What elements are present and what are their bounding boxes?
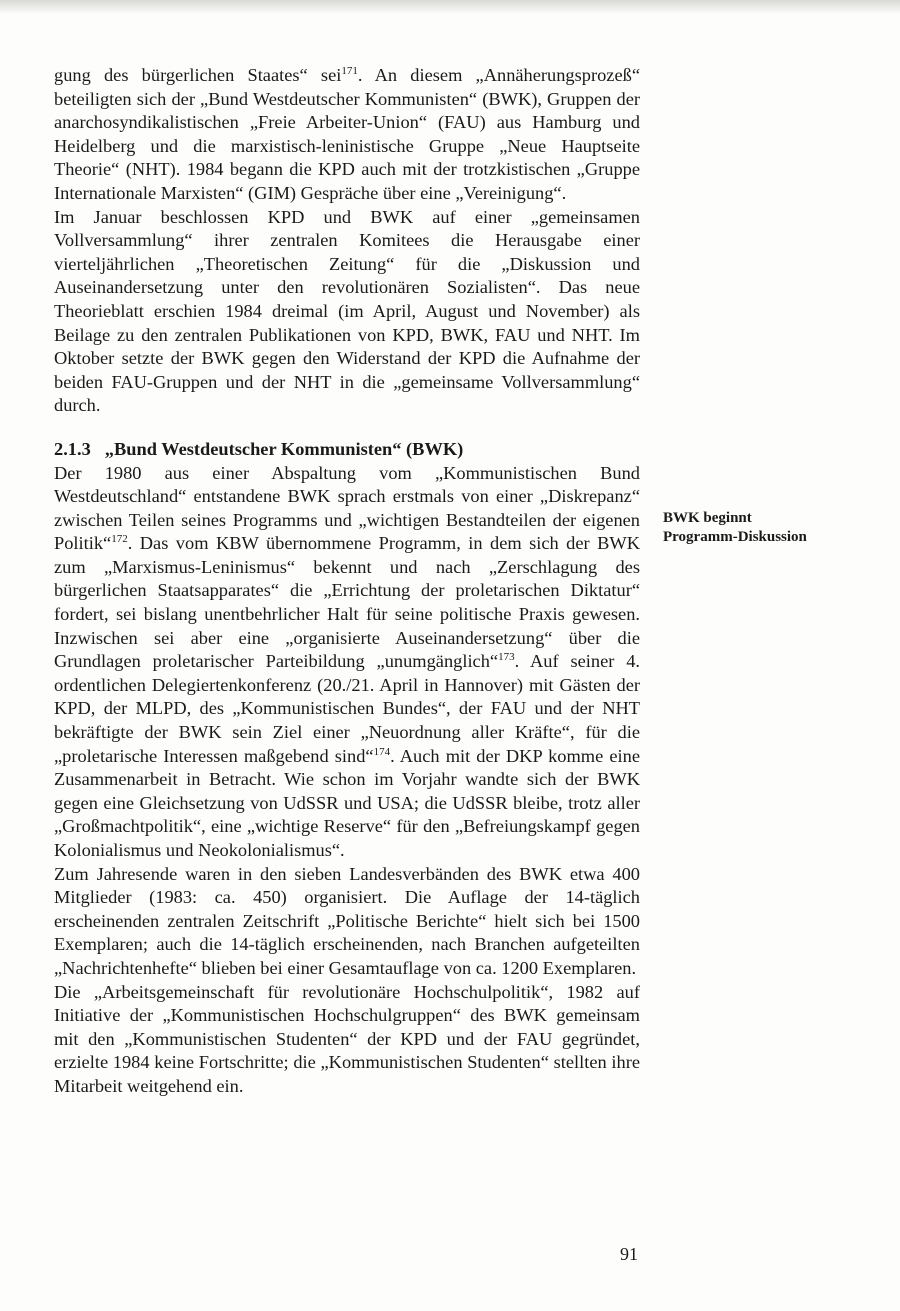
paragraph-2: Im Januar beschlossen KPD und BWK auf einer „gemeinsamen Vollversammlung“ ihrer zentralen Komitees die Herausgabe einer vierteljährlichen „Theoretischen Zeitung“ für die „Diskussion und Auseinandersetzung unter den revolutionären Sozialisten“. Das neue Theorieblatt erschien 1984 dreimal (im April, August und November) als Beilage zu den zentralen Publikationen von KPD, BWK, FAU und NHT. Im Oktober setzte der BWK gegen den Widerstand der KPD die Aufnahme der beiden FAU-Gruppen und der NHT in die „gemeinsame Vollversammlung“ durch. [54,206,640,416]
section-title: „Bund Westdeutscher Kommunisten“ (BWK) [104,438,464,459]
section-paragraph-3: Die „Arbeitsgemeinschaft für revolutionäre Hochschulpolitik“, 1982 auf Initiative der „Kommunistischen Hochschulgruppen“ des BWK gemeinsam mit den „Kommunistischen Studenten“ der KPD und der FAU gegründet, erzielte 1984 keine Fortschritte; die „Kommunistischen Studenten“ stellten ihre Mitarbeit weitgehend ein. [54,981,640,1096]
margin-note: BWK beginnt Programm-Diskussion [663,510,807,545]
section-heading [54,438,640,462]
section-paragraph-1-part-3: . Auf seiner 4. ordentlichen Delegiertenkonferenz (20./21. April in Hannover) mit Gästen der KPD, der MLPD, des „Kommunistischen Bundes“, der FAU und der NHT bekräftigte der BWK sein Ziel einer „Neuordnung aller Kräfte“, für die „proletarische Interessen maßgebend sind“ [54,651,640,766]
main-text-column [54,64,640,1099]
section-paragraph-1 [54,462,640,863]
page-number: 91 [620,1244,638,1264]
paragraph-1 [54,64,640,206]
scan-edge [0,0,900,14]
paragraph-1-text: gung des bürgerlichen Staates“ sei [54,65,342,85]
section-paragraph-2: Zum Jahresende waren in den sieben Landesverbänden des BWK etwa 400 Mitglieder (1983: ca. 450) organisiert. Die Auflage der 14-täglich erscheinenden zentralen Zeitschrift „Politische Berichte“ hielt sich bei 1500 Exemplaren; auch die 14-täglich erscheinenden, nach Branchen aufgeteilten „Nachrichtenhefte“ blieben bei einer Gesamtauflage von ca. 1200 Exemplaren. [54,863,640,978]
section-paragraph-1-part-4: . Auch mit der DKP komme eine Zusammenarbeit in Betracht. Wie schon im Vorjahr wandte sich der BWK gegen eine Gleichsetzung von UdSSR und USA; die UdSSR bleibe, trotz aller „Großmachtpolitik“, eine „wichtige Reserve“ für den „Befreiungskampf gegen Kolonialismus und Neokolonialismus“. [54,745,640,860]
section-paragraph-1-part-1: Der 1980 aus einer Abspaltung vom „Kommunistischen Bund Westdeutschland“ entstandene BWK sprach erstmals von einer „Diskrepanz“ zwischen Teilen seines Programms und „wichtigen Bestandteilen der eigenen Politik“ [54,462,640,554]
paragraph-1-text-cont: . An diesem „Annäherungsprozeß“ beteiligten sich der „Bund Westdeutscher Kommunisten“ (BWK), Gruppen der anarchosyndikalistischen „Freie Arbeiter-Union“ (FAU) aus Hamburg und Heidelberg und die marxistisch-leninistische Gruppe „Neue Hauptseite Theorie“ (NHT). 1984 begann die KPD auch mit der trotzkistischen „Gruppe Internationale Marxisten“ (GIM) Gespräche über eine „Vereinigung“. [54,65,640,203]
footnote-ref-173: 173 [498,651,515,664]
section-paragraph-1-part-2: . Das vom KBW übernommene Programm, in dem sich der BWK zum „Marxismus-Leninismus“ bekennt und nach „Zerschlagung des bürgerlichen Staatsapparates“ die „Errichtung der proletarischen Diktatur“ fordert, sei bislang unentbehrlicher Halt für seine politische Praxis gewesen. Inzwischen sei aber eine „organisierte Auseinandersetzung“ über die Grundlagen proletarischer Parteibildung „unumgänglich“ [54,533,640,672]
footnote-ref-172: 172 [111,533,128,546]
footnote-ref-171: 171 [341,64,358,77]
footnote-ref-174: 174 [373,745,391,758]
section-number: 2.1.3 [54,438,91,459]
